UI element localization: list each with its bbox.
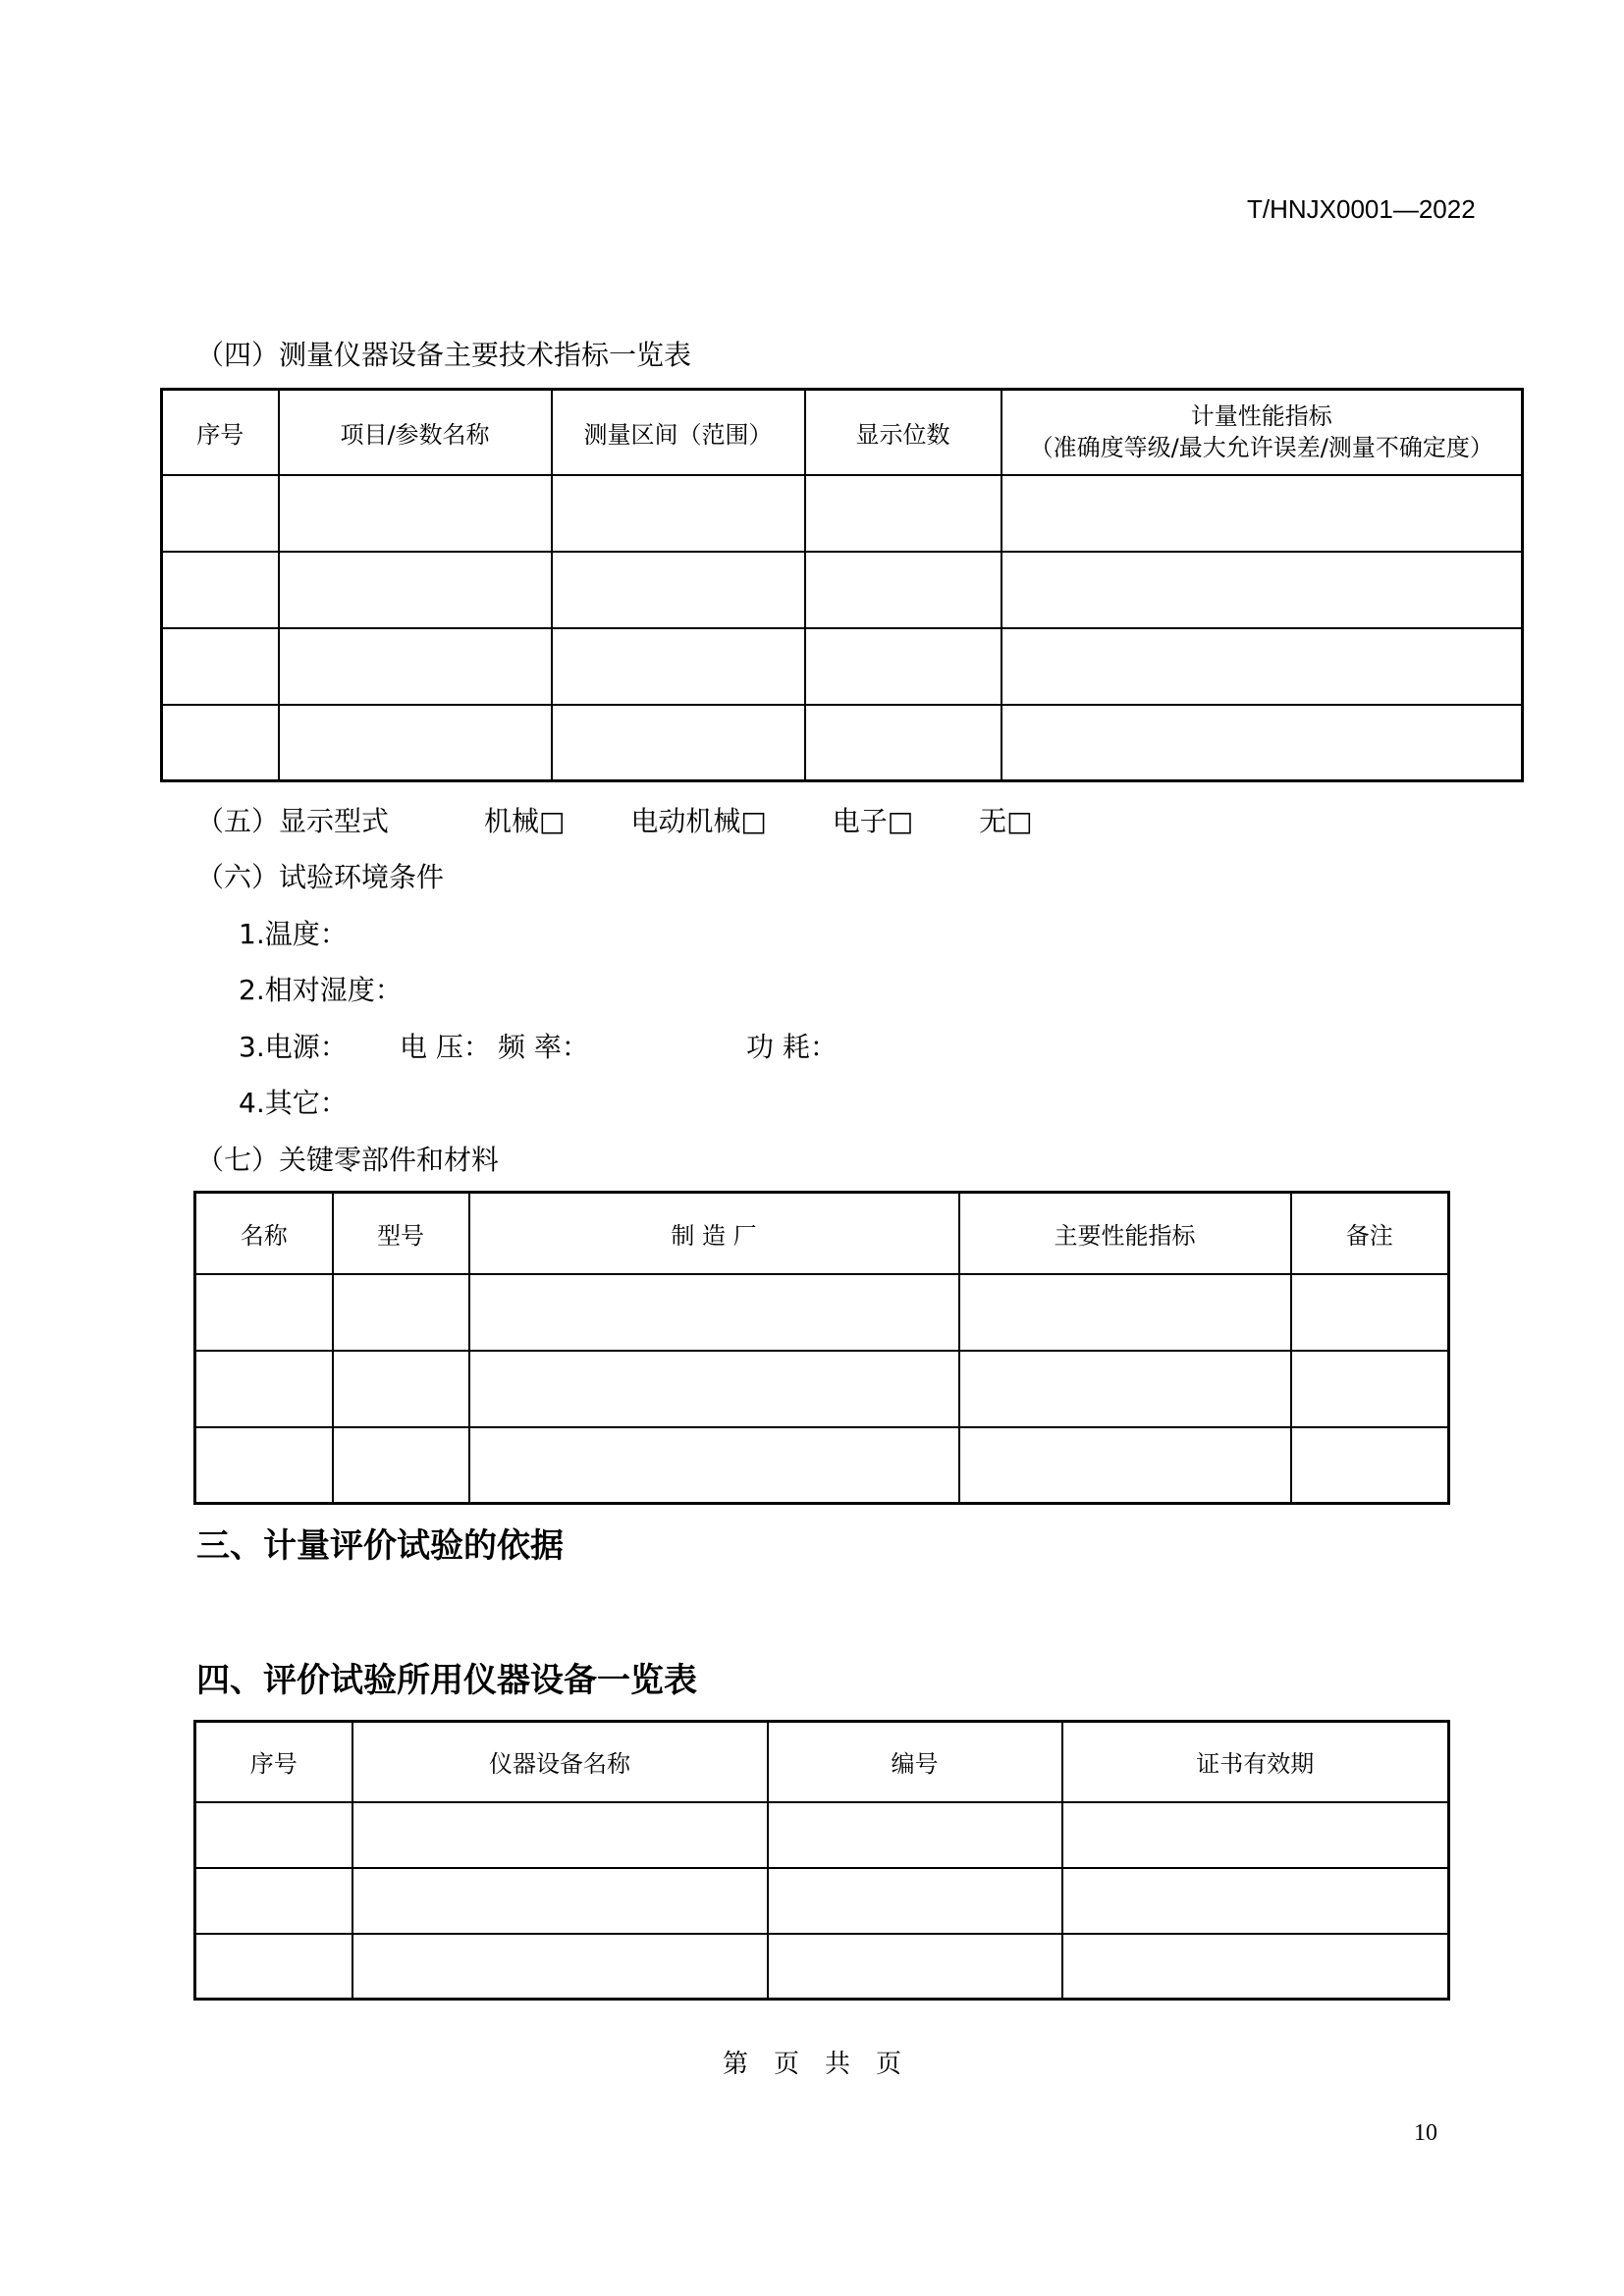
table-cell[interactable] <box>1291 1427 1449 1504</box>
humidity-label: 2.相对湿度： <box>239 974 403 1006</box>
table-row <box>195 1802 1449 1868</box>
key-components-table <box>193 1191 1450 1505</box>
consumption-label: 功 耗： <box>746 1031 838 1063</box>
frequency-label: 频 率： <box>498 1031 589 1063</box>
table-cell[interactable] <box>469 1427 959 1504</box>
table-row <box>162 628 1523 705</box>
section-6-title: （六）试验环境条件 <box>196 861 445 893</box>
part-3-heading: 三、计量评价试验的依据 <box>196 1526 564 1566</box>
table-cell[interactable] <box>162 552 279 628</box>
table-cell[interactable] <box>333 1351 469 1427</box>
temperature-label: 1.温度： <box>239 918 348 950</box>
option-mechanical[interactable]: 机械□ <box>484 805 566 837</box>
table-cell[interactable] <box>195 1351 333 1427</box>
page-counter: 第 页 共 页 <box>722 2050 901 2079</box>
table-cell[interactable] <box>195 1868 352 1934</box>
table-cell[interactable] <box>959 1351 1291 1427</box>
page-number: 10 <box>1414 2120 1437 2146</box>
table-cell[interactable] <box>1291 1351 1449 1427</box>
table-cell[interactable] <box>768 1802 1062 1868</box>
table-cell[interactable] <box>162 628 279 705</box>
table-cell[interactable] <box>768 1934 1062 2000</box>
column-header: 制 造 厂 <box>469 1193 959 1274</box>
column-header-metrology <box>1001 390 1523 475</box>
column-header: 项目/参数名称 <box>279 390 552 475</box>
table-cell[interactable] <box>805 705 1001 781</box>
column-header: 名称 <box>195 1193 333 1274</box>
table-cell[interactable] <box>1001 628 1523 705</box>
table-cell[interactable] <box>805 475 1001 552</box>
other-label: 4.其它： <box>239 1087 348 1119</box>
table-cell[interactable] <box>1062 1868 1449 1934</box>
table-cell[interactable] <box>279 705 552 781</box>
table-cell[interactable] <box>352 1934 768 2000</box>
table-cell[interactable] <box>162 475 279 552</box>
display-type-options <box>484 800 1090 839</box>
table-cell[interactable] <box>959 1274 1291 1351</box>
table-cell[interactable] <box>805 628 1001 705</box>
column-header: 主要性能指标 <box>959 1193 1291 1274</box>
column-header: 证书有效期 <box>1062 1722 1449 1802</box>
table-row <box>162 705 1523 781</box>
column-header: 序号 <box>195 1722 352 1802</box>
table-cell[interactable] <box>162 705 279 781</box>
table-cell[interactable] <box>279 552 552 628</box>
table-cell[interactable] <box>1062 1934 1449 2000</box>
column-header-line: 计量性能指标 <box>1190 402 1332 431</box>
table-cell[interactable] <box>352 1802 768 1868</box>
part-4-heading: 四、评价试验所用仪器设备一览表 <box>196 1661 697 1700</box>
table-cell[interactable] <box>552 628 805 705</box>
table-cell[interactable] <box>1062 1802 1449 1868</box>
table-cell[interactable] <box>195 1274 333 1351</box>
table-cell[interactable] <box>279 475 552 552</box>
column-header: 仪器设备名称 <box>352 1722 768 1802</box>
table-cell[interactable] <box>195 1427 333 1504</box>
table-cell[interactable] <box>195 1802 352 1868</box>
column-header: 显示位数 <box>805 390 1001 475</box>
power-label: 3.电源： <box>239 1031 348 1063</box>
table-cell[interactable] <box>768 1868 1062 1934</box>
option-none[interactable]: 无□ <box>979 805 1033 837</box>
section-4-title: （四）测量仪器设备主要技术指标一览表 <box>196 339 692 371</box>
table-cell[interactable] <box>279 628 552 705</box>
table-cell[interactable] <box>552 705 805 781</box>
table-cell[interactable] <box>333 1274 469 1351</box>
table-row <box>162 552 1523 628</box>
column-header: 备注 <box>1291 1193 1449 1274</box>
section-5-title: （五）显示型式 <box>196 805 390 837</box>
table-header-row <box>162 390 1523 475</box>
table-header-row <box>195 1193 1449 1274</box>
column-header: 测量区间（范围） <box>552 390 805 475</box>
table-cell[interactable] <box>195 1934 352 2000</box>
table-row <box>195 1934 1449 2000</box>
table-cell[interactable] <box>469 1274 959 1351</box>
option-electronic[interactable]: 电子□ <box>832 805 914 837</box>
table-cell[interactable] <box>352 1868 768 1934</box>
table-cell[interactable] <box>805 552 1001 628</box>
option-electromechanical[interactable]: 电动机械□ <box>630 805 767 837</box>
table-cell[interactable] <box>469 1351 959 1427</box>
column-header: 型号 <box>333 1193 469 1274</box>
section-7-title: （七）关键零部件和材料 <box>196 1144 500 1176</box>
column-header: 序号 <box>162 390 279 475</box>
table-row <box>195 1351 1449 1427</box>
table-row <box>195 1274 1449 1351</box>
table-cell[interactable] <box>552 552 805 628</box>
table-header-row <box>195 1722 1449 1802</box>
table-cell[interactable] <box>1001 552 1523 628</box>
column-header-line: （准确度等级/最大允许误差/测量不确定度） <box>1029 434 1493 462</box>
document-code: T/HNJX0001—2022 <box>1247 194 1476 224</box>
table-row <box>195 1427 1449 1504</box>
table-cell[interactable] <box>1001 705 1523 781</box>
table-cell[interactable] <box>959 1427 1291 1504</box>
table-cell[interactable] <box>1291 1274 1449 1351</box>
table-cell[interactable] <box>333 1427 469 1504</box>
instrument-spec-table <box>160 388 1524 782</box>
test-equipment-table <box>193 1720 1450 2001</box>
table-row <box>195 1868 1449 1934</box>
table-row <box>162 475 1523 552</box>
voltage-label: 电 压： <box>400 1031 491 1063</box>
table-cell[interactable] <box>552 475 805 552</box>
table-cell[interactable] <box>1001 475 1523 552</box>
column-header: 编号 <box>768 1722 1062 1802</box>
